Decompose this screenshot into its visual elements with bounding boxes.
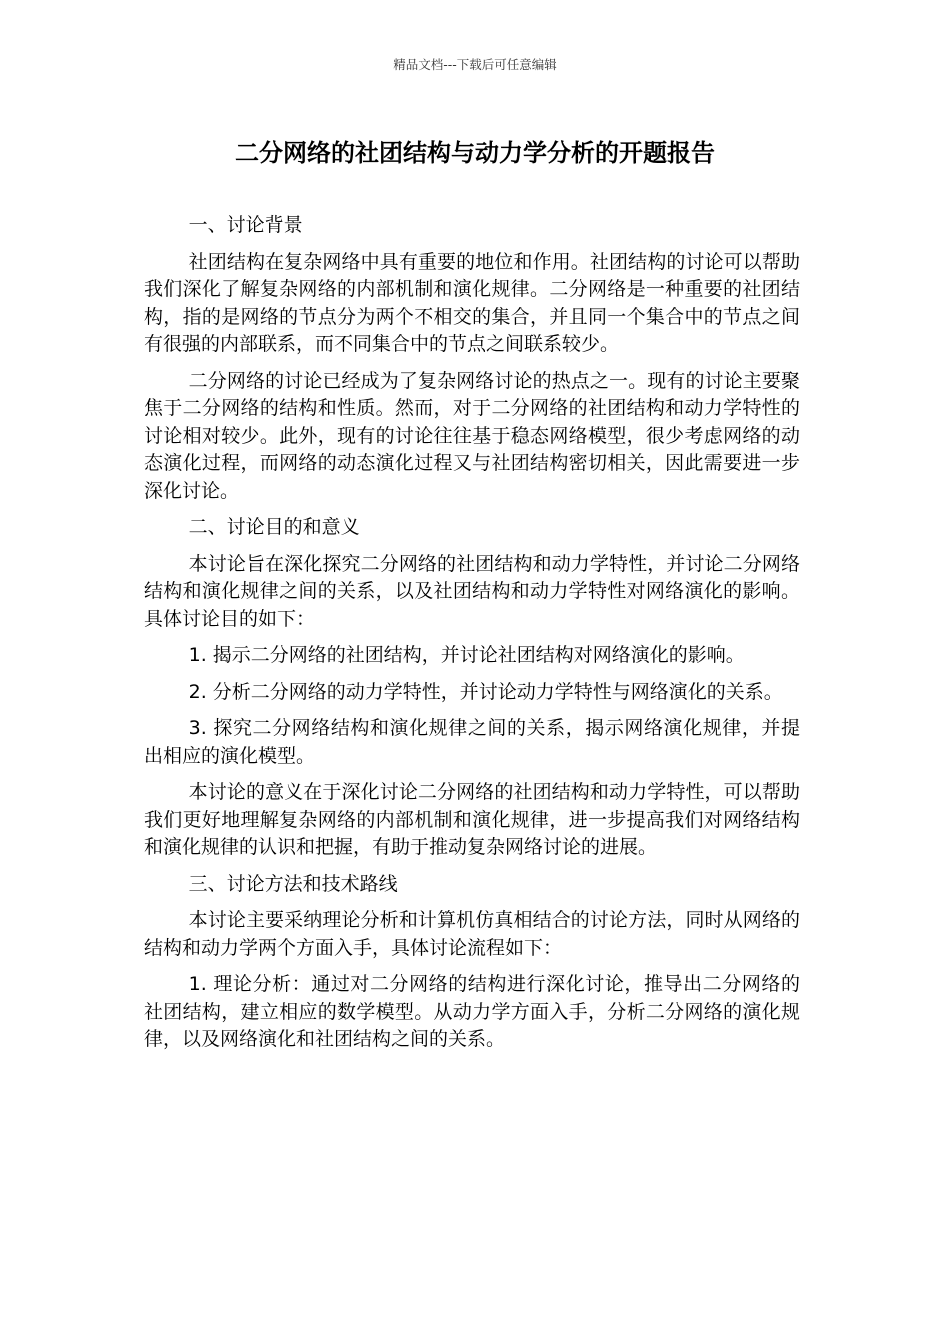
list-item-purpose-1: 1. 揭示二分网络的社团结构，并讨论社团结构对网络演化的影响。 (188, 644, 745, 666)
list-item-methods-1: 1. 理论分析：通过对二分网络的结构进行深化讨论，推导出二分网络的社团结构，建立相应的数学模型。从动力学方面入手，分析二分网络的演化规律，以及网络演化和社团结构之间的关系。 (144, 973, 800, 1050)
paragraph-purpose-intro: 本讨论旨在深化探究二分网络的社团结构和动力学特性，并讨论二分网络结构和演化规律之间的关系，以及社团结构和动力学特性对网络演化的影响。具体讨论目的如下： (144, 552, 800, 630)
header-note: 精品文档---下载后可任意编辑 (393, 57, 557, 72)
list-item-purpose-2: 2. 分析二分网络的动力学特性，并讨论动力学特性与网络演化的关系。 (188, 680, 783, 703)
paragraph-significance: 本讨论的意义在于深化讨论二分网络的社团结构和动力学特性，可以帮助我们更好地理解复杂网络的内部机制和演化规律，进一步提高我们对网络结构和演化规律的认识和把握，有助于推动复杂网络讨论的进展。 (144, 781, 800, 858)
list-item-purpose-3: 3. 探究二分网络结构和演化规律之间的关系，揭示网络演化规律，并提出相应的演化模型。 (144, 717, 800, 767)
paragraph-background-2: 二分网络的讨论已经成为了复杂网络讨论的热点之一。现有的讨论主要聚焦于二分网络的结构和性质。然而，对于二分网络的社团结构和动力学特性的讨论相对较少。此外，现有的讨论往往基于稳态网络模型，很少考虑网络的动态演化过程，而网络的动态演化过程又与社团结构密切相关，因此需要进一步深化讨论。 (144, 369, 800, 502)
paragraph-methods-intro: 本讨论主要采纳理论分析和计算机仿真相结合的讨论方法，同时从网络的结构和动力学两个方面入手，具体讨论流程如下： (144, 909, 800, 959)
paragraph-background-1: 社团结构在复杂网络中具有重要的地位和作用。社团结构的讨论可以帮助我们深化了解复杂网络的内部机制和演化规律。二分网络是一种重要的社团结构，指的是网络的节点分为两个不相交的集合，并且同一个集合中的节点之间有很强的内部联系，而不同集合中的节点之间联系较少。 (144, 250, 800, 355)
document-title: 二分网络的社团结构与动力学分析的开题报告 (235, 139, 715, 167)
section-heading-background: 一、讨论背景 (188, 214, 303, 236)
section-heading-purpose: 二、讨论目的和意义 (188, 516, 360, 538)
document-body (144, 212, 800, 1063)
section-heading-methods: 三、讨论方法和技术路线 (188, 872, 398, 895)
